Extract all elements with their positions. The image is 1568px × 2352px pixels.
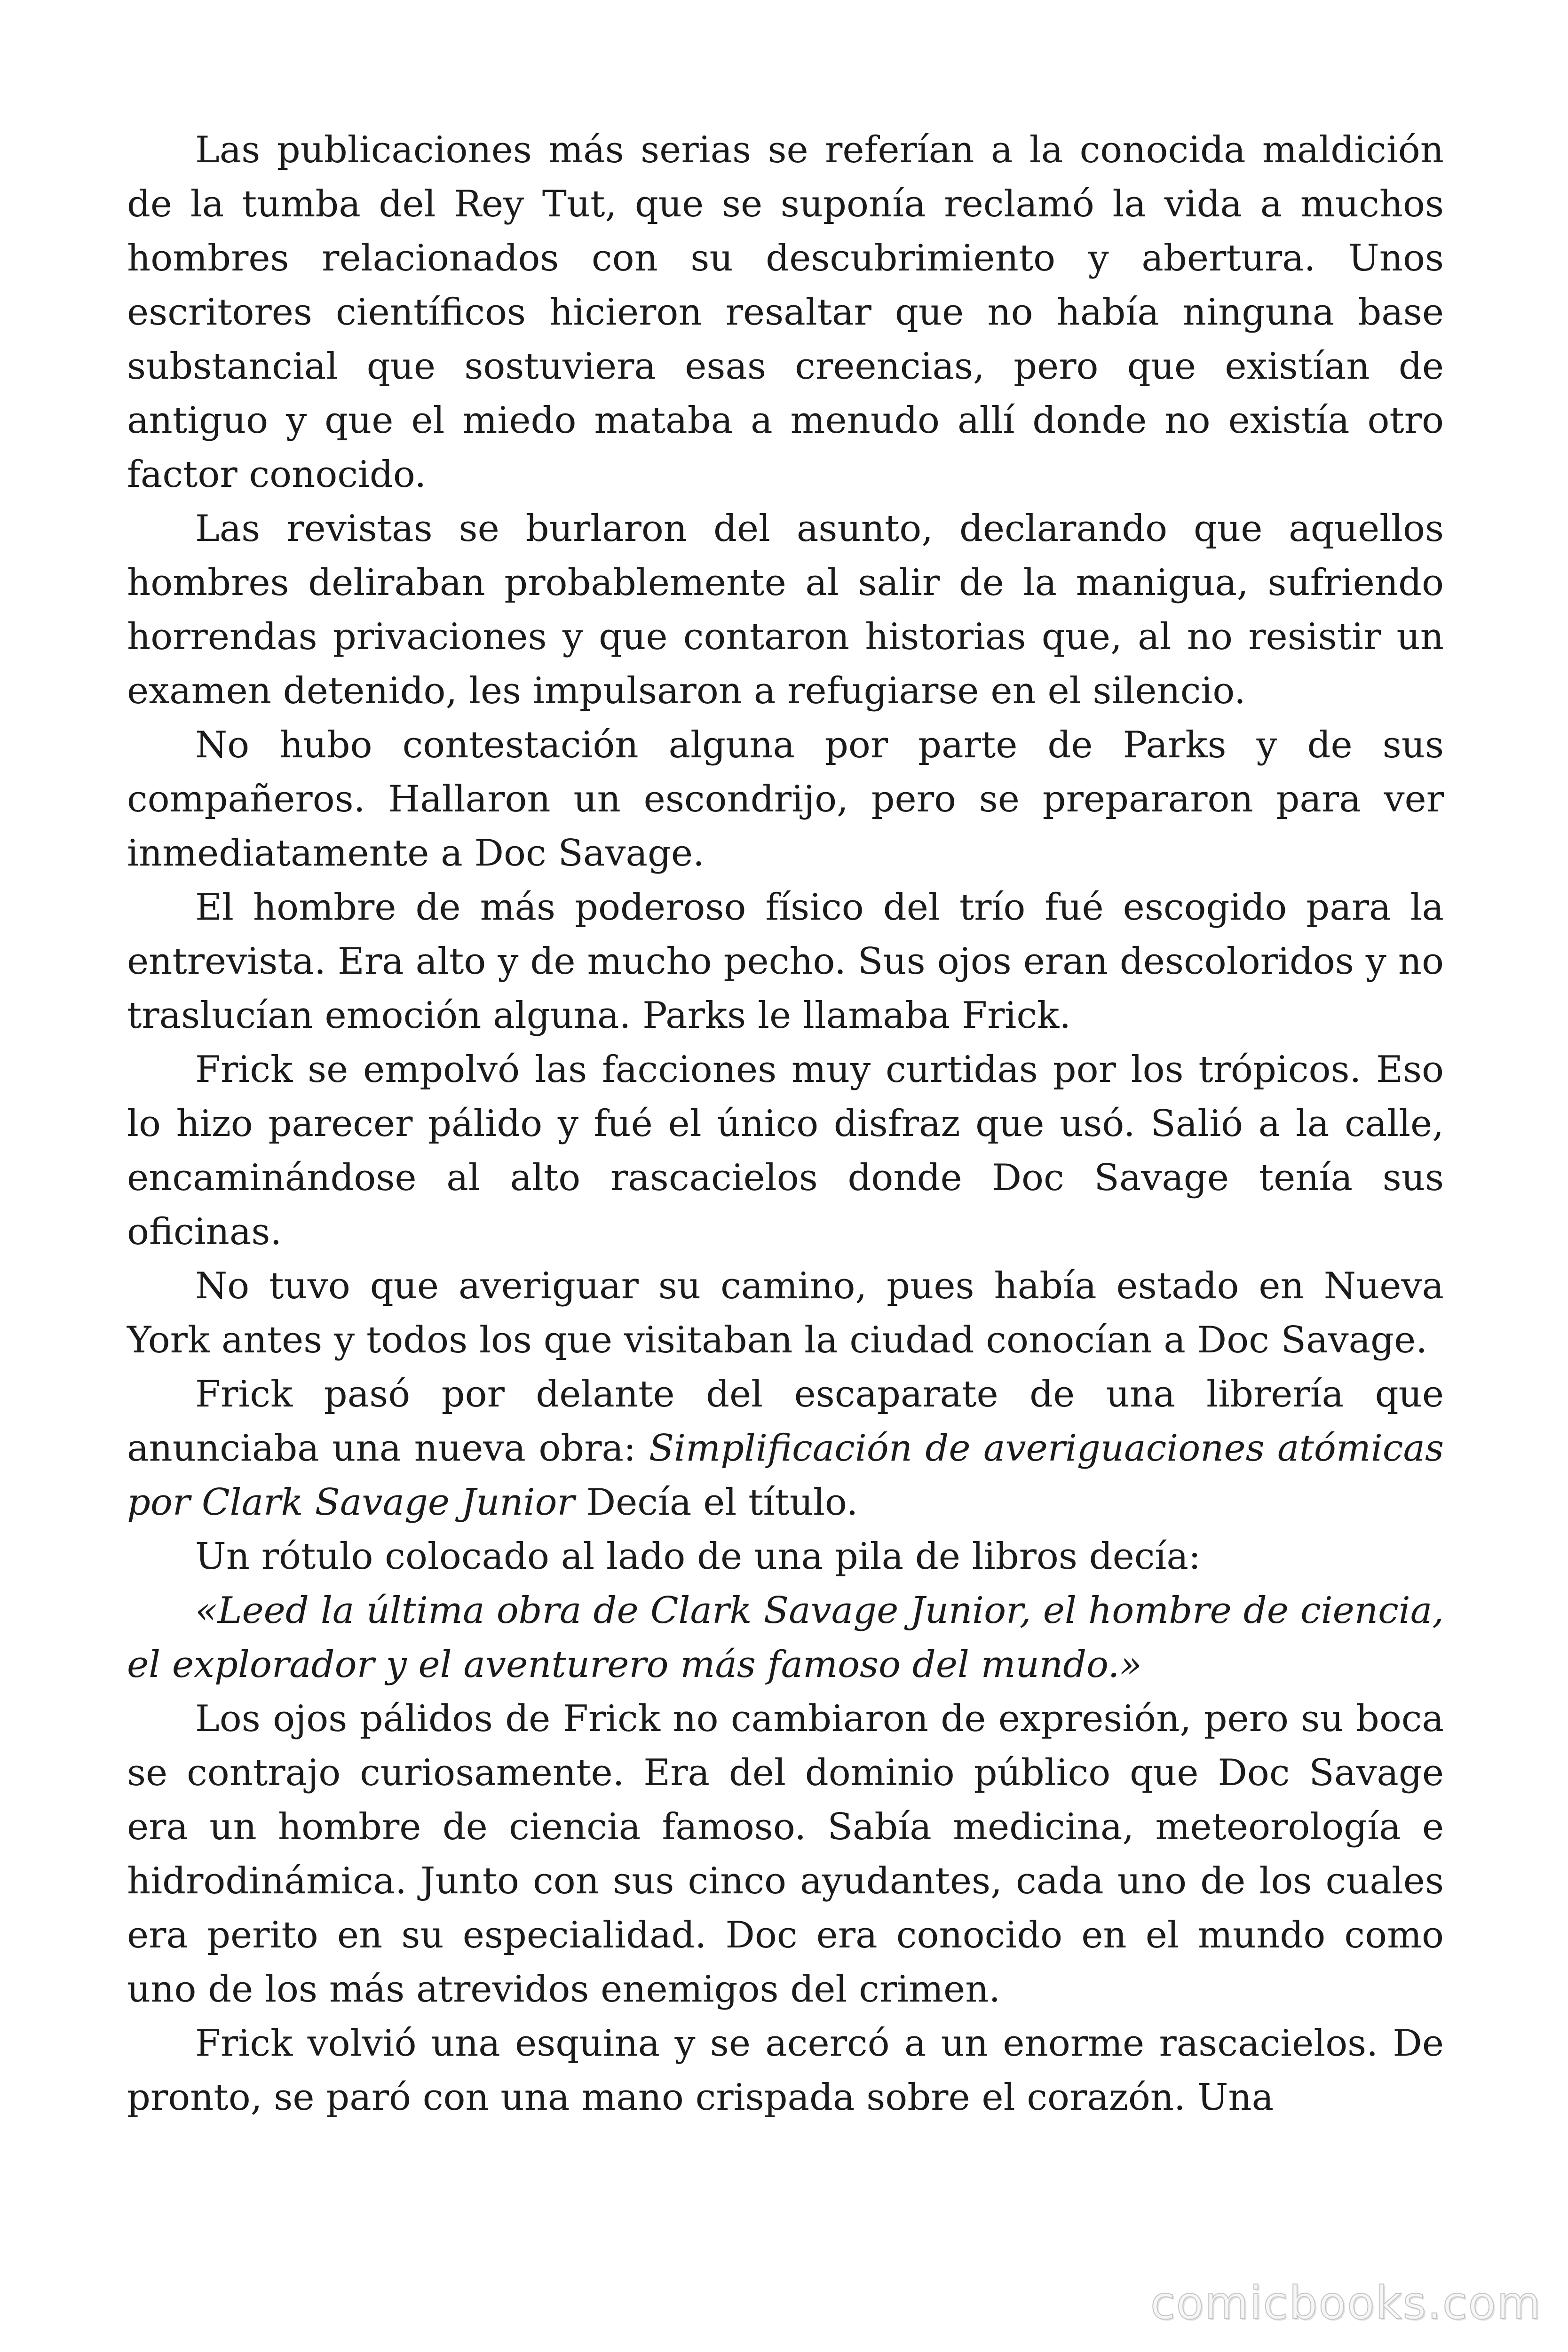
page-body	[127, 123, 1444, 2125]
paragraph-book-window	[127, 1367, 1444, 1530]
paragraph: Los ojos pálidos de Frick no cambiaron de expresión, pero su boca se contrajo curiosamente. Era del dominio público que Doc Savage era un hombre de ciencia famoso. Sabía medicina, meteorología e hidrodinámica. Junto con sus cinco ayudantes, cada uno de los cuales era perito en su especialidad. Doc era conocido en el mundo como uno de los más atrevidos enemigos del crimen.	[127, 1698, 1444, 2010]
quoted-sign	[127, 1584, 1444, 1692]
sign-quote: «Leed la última obra de Clark Savage Junior, el hombre de ciencia, el explorador y el aventurero más famoso del mundo.»	[127, 1589, 1444, 1686]
book-title: Simplificación de averiguaciones atómicas por Clark Savage Junior	[127, 1427, 1444, 1524]
paragraph-text: Decía el título.	[574, 1481, 858, 1524]
paragraph: El hombre de más poderoso físico del trío fué escogido para la entrevista. Era alto y de mucho pecho. Sus ojos eran descoloridos y no traslucían emoción alguna. Parks le llamaba Frick.	[127, 886, 1444, 1037]
paragraph: Frick se empolvó las facciones muy curtidas por los trópicos. Eso lo hizo parecer pálido y fué el único disfraz que usó. Salió a la calle, encaminándose al alto rascacielos donde Doc Savage tenía sus oficinas.	[127, 1049, 1444, 1253]
paragraph: No hubo contestación alguna por parte de Parks y de sus compañeros. Hallaron un escondrijo, pero se prepararon para ver inmediatamente a Doc Savage.	[127, 724, 1444, 874]
paragraph-text: Frick pasó por delante del escaparate de una librería que anunciaba una nueva obra:	[127, 1373, 1444, 1470]
paragraph: Un rótulo colocado al lado de una pila de libros decía:	[195, 1535, 1201, 1578]
paragraph: Las publicaciones más serias se referían a la conocida maldición de la tumba del Rey Tut, que se suponía reclamó la vida a muchos hombres relacionados con su descubrimiento y abertura. Unos escritores científicos hicieron resaltar que no había ninguna base substancial que sostuviera esas creencias, pero que existían de antiguo y que el miedo mataba a menudo allí donde no existía otro factor conocido.	[127, 129, 1444, 496]
paragraph: No tuvo que averiguar su camino, pues había estado en Nueva York antes y todos los que visitaban la ciudad conocían a Doc Savage.	[127, 1265, 1444, 1361]
paragraph: Frick volvió una esquina y se acercó a un enorme rascacielos. De pronto, se paró con una mano crispada sobre el corazón. Una	[127, 2022, 1444, 2119]
watermark: comicbooks.com	[1150, 2277, 1542, 2329]
paragraph: Las revistas se burlaron del asunto, declarando que aquellos hombres deliraban probablemente al salir de la manigua, sufriendo horrendas privaciones y que contaron historias que, al no resistir un examen detenido, les impulsaron a refugiarse en el silencio.	[127, 508, 1444, 712]
